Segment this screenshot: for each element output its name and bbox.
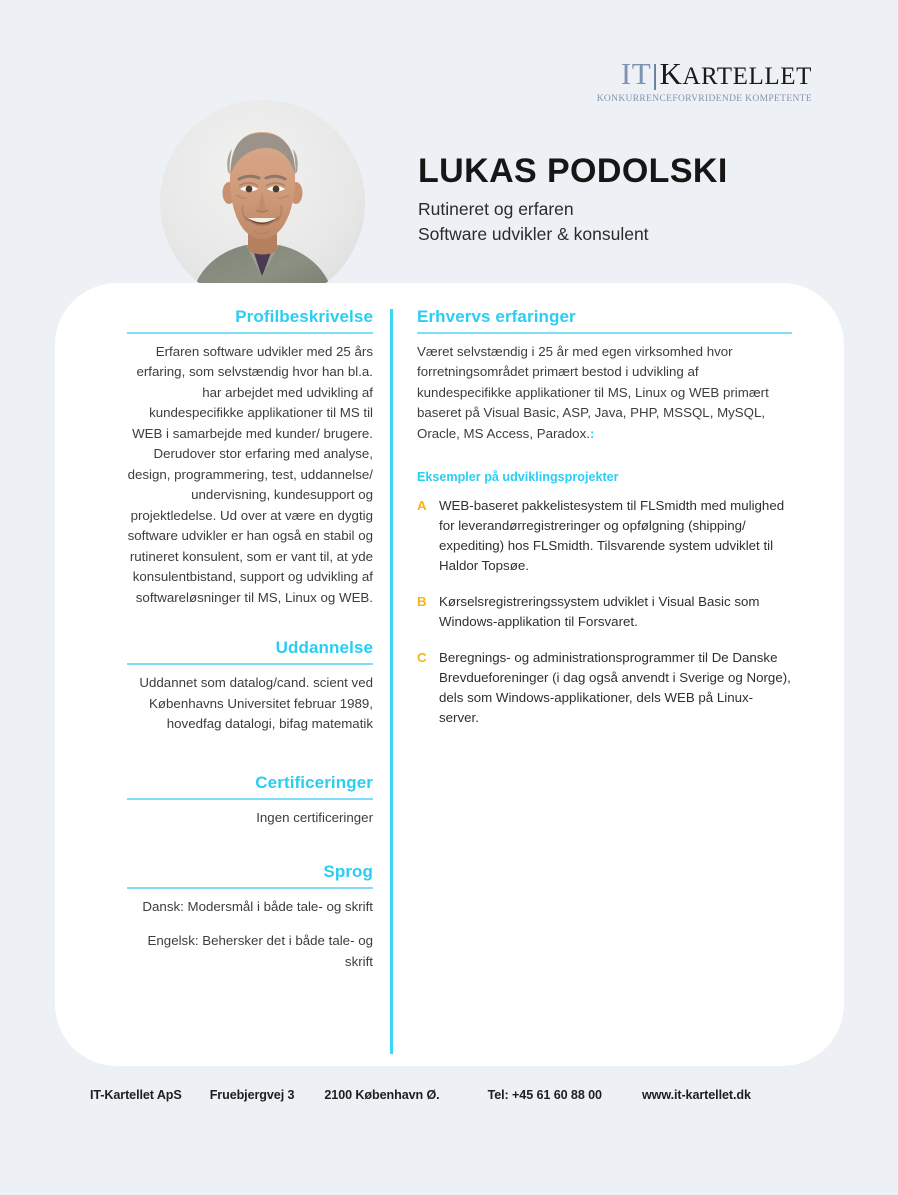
section-heading-certifications: Certificeringer <box>255 772 373 792</box>
project-text: WEB-baseret pakkelistesystem til FLSmidth med mulighed for leverandørregistreringer og opfølgning (shipping/ expediting) hos FLSmidth. Tilsvarende system udviklet til Haldor Topsøe. <box>439 498 785 574</box>
project-marker: C <box>417 649 427 665</box>
page-title: LUKAS PODOLSKI <box>418 152 728 190</box>
section-heading-profile: Profilbeskrivelse <box>235 307 373 326</box>
section-certificeringer <box>127 773 373 828</box>
heading-rule <box>127 332 373 334</box>
project-text: Beregnings- og administrationsprogrammer til De Danske Brevdueforeninger (i dag også anvendt i Sverige og Norge), dels som Windows-applikationer, dels WEB på Linux-server. <box>439 649 791 725</box>
list-item <box>417 592 792 632</box>
heading-rule <box>127 663 373 665</box>
section-heading-experience: Erhvervs erfaringer <box>417 307 576 326</box>
heading-rule <box>417 332 792 334</box>
experience-trailing-colon: : <box>589 425 595 441</box>
column-divider <box>390 309 393 1054</box>
experience-text: Været selvstændig i 25 år med egen virksomhed hvor forretningsområdet primært bestod i udvikling af kundespecifikke applikationer til MS, Linux og WEB primært baseret på Visual Basic, ASP, Java, PHP, MSSQL, MySQL, Oracle, MS Access, Paradox. <box>417 344 769 441</box>
section-sprog <box>127 862 373 972</box>
section-heading-education: Uddannelse <box>275 638 373 658</box>
heading-rule <box>127 887 373 889</box>
logo-wordmark <box>597 58 812 90</box>
section-erhvervs-erfaringer <box>417 307 792 444</box>
footer-phone: Tel: +45 61 60 88 00 <box>487 1088 602 1102</box>
portrait-photo-of-smiling-man <box>160 100 365 305</box>
project-marker: B <box>417 594 427 610</box>
page-footer <box>90 1088 810 1102</box>
section-heading-languages: Sprog <box>323 861 373 881</box>
footer-company: IT-Kartellet ApS <box>90 1088 182 1102</box>
section-body-certifications: Ingen certificeringer <box>256 809 373 825</box>
logo-kartellet-initial: K <box>659 56 683 91</box>
project-marker: A <box>417 498 427 514</box>
footer-city: 2100 København Ø. <box>324 1088 440 1102</box>
left-column <box>127 307 373 996</box>
content-card <box>55 283 844 1066</box>
header-subtitle-line1: Rutineret og erfaren <box>418 198 574 219</box>
projects-list <box>417 496 792 727</box>
languages-list <box>127 897 373 972</box>
header-name-block <box>418 154 728 246</box>
list-item <box>417 648 792 728</box>
language-item: Dansk: Modersmål i både tale- og skrift <box>142 898 373 914</box>
project-text: Kørselsregistreringssystem udviklet i Visual Basic som Windows-applikation til Forsvaret. <box>439 594 760 630</box>
footer-website[interactable]: www.it-kartellet.dk <box>641 1088 751 1102</box>
header-subtitle-line2: Software udvikler & konsulent <box>418 223 649 244</box>
avatar <box>160 100 365 305</box>
list-item <box>417 496 792 576</box>
heading-rule <box>127 798 373 800</box>
section-body-experience <box>417 342 792 444</box>
company-logo <box>597 58 812 105</box>
language-item: Engelsk: Behersker det i både tale- og skrift <box>147 933 373 969</box>
logo-kartellet-rest: ARTELLET <box>682 63 812 90</box>
section-body-profile: Erfaren software udvikler med 25 års erfaring, som selvstændig hvor han bl.a. har arbejdet med udvikling af kundespecifikke applikationer til MS til WEB i samarbejde med kunder/ brugere. Derudover stor erfaring med analyse, design, programmering, test, uddannelse/ undervisning, kundesupport og projektledelse. Ud over at være en dygtig software udvikler er han også en stabil og rutineret konsulent, som er vant til, at yde konsulentbistand, support og udvikling af softwareløsninger til MS, Linux og WEB. <box>127 344 373 605</box>
right-column <box>417 307 792 744</box>
logo-divider-bar: | <box>652 59 659 91</box>
logo-tagline: KONKURRENCEFORVRIDENDE KOMPETENTE <box>596 94 812 104</box>
section-body-education: Uddannet som datalog/cand. scient ved Københavns Universitet februar 1989, hovedfag datalogi, bifag matematik <box>139 675 373 732</box>
section-uddannelse <box>127 638 373 734</box>
footer-street: Fruebjergvej 3 <box>209 1088 295 1102</box>
section-heading-projects: Eksempler på udviklingsprojekter <box>417 470 619 485</box>
logo-it-text: IT <box>620 56 652 91</box>
section-profilbeskrivelse <box>127 307 373 608</box>
header-subtitle <box>418 197 728 247</box>
